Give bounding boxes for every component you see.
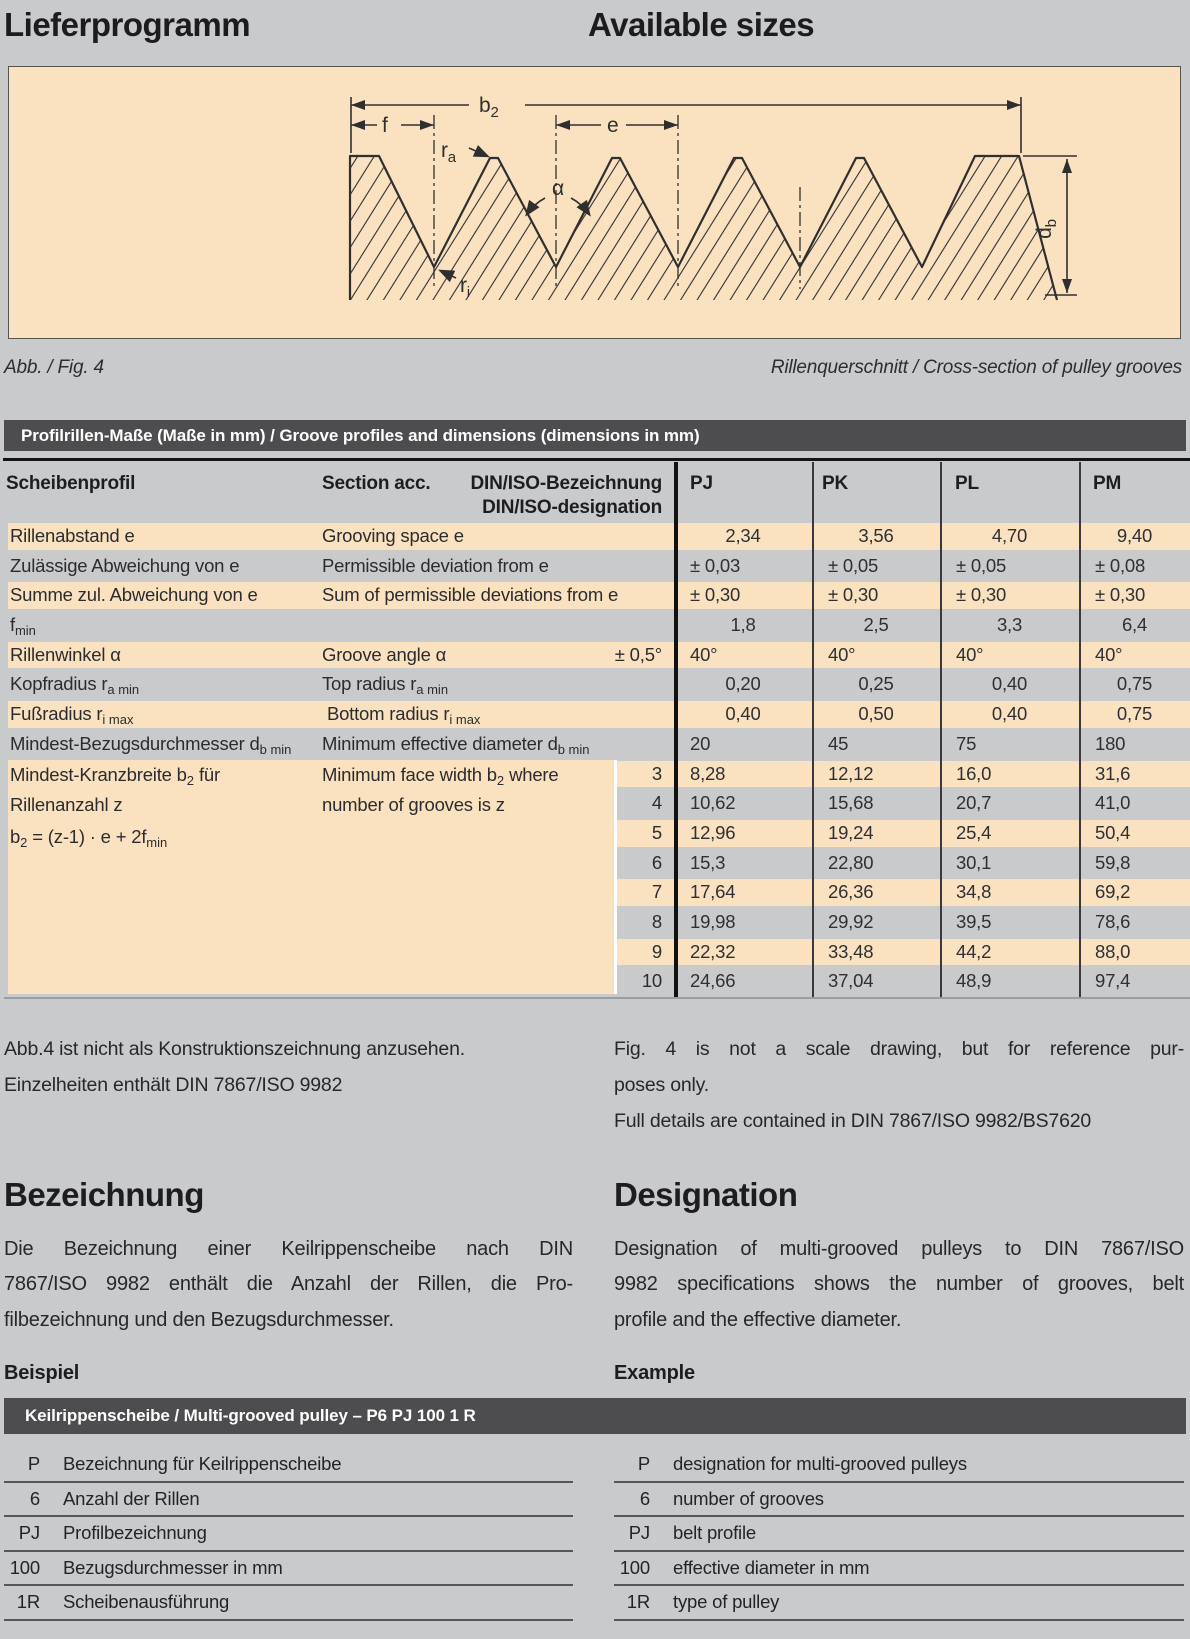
list-item: P designation for multi-grooved pulleys: [614, 1448, 1184, 1483]
example-bar: [4, 1398, 1186, 1434]
table-row: Zulässige Abweichung von e Permissible deviation from e ± 0,03 ± 0,05 ± 0,05 ± 0,08: [10, 554, 1146, 576]
col-header-din-line1: DIN/ISO-Bezeichnung: [470, 473, 662, 494]
table-bottom-rule: [4, 997, 1190, 999]
heading-designation: Designation: [614, 1176, 798, 1213]
heading-bezeichnung: Bezeichnung: [4, 1176, 204, 1213]
col-header-din-line2: DIN/ISO-designation: [482, 497, 662, 518]
lower-section-divider: [614, 760, 617, 994]
heading-beispiel: Beispiel: [4, 1362, 80, 1384]
figure-caption-right: Rillenquerschnitt / Cross-section of pulley grooves: [770, 357, 1182, 378]
example-list-de: [4, 1448, 573, 1621]
z-row: 4 10,62 15,68 20,7 41,0: [651, 792, 1131, 814]
groove-formula-cell: Mindest-Kranzbreite $b_2$ für Minimum face width $b_2$ where Rillenanzahl z number of grooves is z $b_2 = (z-1) \cdot e + 2f_{min}$: [8, 760, 614, 994]
col-header-pl: PL: [955, 473, 979, 494]
z-row: 10 24,66 37,04 48,9 97,4: [641, 970, 1131, 992]
table-row: Kopfradius $r_{a min}$ Top radius $r_{a min}$ 0,20 0,25 0,40 0,75: [10, 673, 1153, 698]
dimension-b2: [351, 97, 1021, 153]
dim-f-label: f: [382, 114, 388, 137]
list-item: P Bezeichnung für Keilrippenscheibe: [4, 1448, 573, 1483]
list-item: 1R type of pulley: [614, 1586, 1184, 1621]
hatching: [350, 156, 1057, 300]
table-title: Profilrillen-Maße (Maße in mm) / Groove profiles and dimensions (dimensions in mm): [21, 426, 700, 445]
z-row: 8 19,98 29,92 39,5 78,6: [651, 910, 1131, 932]
annotation-ra: [441, 139, 487, 166]
table-row: Summe zul. Abweichung von e Sum of permissible deviations from e ± 0,30 ± 0,30 ± 0,30 ± 0,30: [8, 582, 1190, 609]
z-row: 9 22,32 33,48 44,2 88,0: [616, 939, 1190, 966]
cross-section-figure: [9, 67, 1180, 338]
table-top-rule: [3, 458, 1190, 461]
table-row: Mindest-Bezugsdurchmesser $d_{b min}$ Minimum effective diameter $d_{b min}$ 20 45 75 180: [10, 732, 1126, 757]
col-header-pk: PK: [822, 473, 848, 494]
figure-box: [8, 66, 1181, 339]
list-item: PJ Profilbezeichnung: [4, 1517, 573, 1552]
example-list-en: [614, 1448, 1184, 1621]
list-item: 100 effective diameter in mm: [614, 1552, 1184, 1587]
col-header-scheibenprofil: Scheibenprofil: [6, 473, 136, 494]
table-rule-pl: [940, 462, 942, 997]
dim-db-label: $d_b$: [1033, 219, 1060, 239]
paragraph-de: Die Bezeichnung einer Keilrippenscheibe nach DIN 7867/ISO 9982 enthält die Anzahl der Rillen, die Pro- filbezeichnung und den Bezugsdurchmesser.: [4, 1238, 573, 1331]
note-de: Abb.4 ist nicht als Konstruktionszeichnung anzusehen. Einzelheiten enthält DIN 7867/ISO 9982: [4, 1038, 465, 1096]
dim-e-label: e: [607, 114, 619, 137]
note-en: Fig. 4 is not a scale drawing, but for reference pur- poses only. Full details are contained in DIN 7867/ISO 9982/BS7620: [614, 1038, 1184, 1132]
svg-text:ri: $r_i$: [460, 274, 470, 301]
dim-b2-label: $b_2$: [479, 94, 499, 121]
svg-text:ra: $r_a$: [441, 139, 456, 166]
dimension-f: [351, 120, 434, 130]
example-bar-label: Keilrippenscheibe / Multi-grooved pulley – P6 PJ 100 1 R: [25, 1406, 476, 1425]
annotation-alpha: [527, 177, 589, 214]
b2-formula: $b_2 = (z-1) \cdot e + 2f_{min}$: [10, 826, 168, 850]
z-row: 6 15,3 22,80 30,1 59,8: [651, 851, 1131, 873]
figure-caption-left: Abb. / Fig. 4: [4, 357, 104, 378]
col-header-pm: PM: [1093, 473, 1122, 494]
table-title-bar: [4, 420, 1186, 451]
table-rule-thick: [674, 462, 678, 997]
table-row: $f_{min}$ 1,8 2,5 3,3 6,4: [10, 614, 1148, 639]
list-item: 6 Anzahl der Rillen: [4, 1483, 573, 1518]
table-rule-pm: [1079, 462, 1081, 997]
table-row: Rillenwinkel α Groove angle α ± 0,5° 40° 40° 40° 40°: [8, 642, 1190, 669]
heading-example: Example: [614, 1362, 695, 1384]
z-row: 5 12,96 19,24 25,4 50,4: [616, 820, 1190, 847]
svg-text:α: α: [552, 177, 564, 200]
table-row: Fußradius $r_{i max}$ Bottom radius $r_{i max}$ 0,40 0,50 0,40 0,75: [8, 701, 1190, 728]
table-rule-pk: [812, 462, 814, 997]
list-item: 1R Scheibenausführung: [4, 1586, 573, 1621]
z-row: 7 17,64 26,36 34,8 69,2: [616, 879, 1190, 906]
list-item: 6 number of grooves: [614, 1483, 1184, 1518]
list-item: PJ belt profile: [614, 1517, 1184, 1552]
list-item: 100 Bezugsdurchmesser in mm: [4, 1552, 573, 1587]
page-title-de: Lieferprogramm: [4, 6, 251, 43]
col-header-section: Section acc.: [322, 473, 431, 494]
z-row: 3 8,28 12,12 16,0 31,6: [616, 761, 1190, 788]
table-row: Rillenabstand e Grooving space e 2,34 3,56 4,70 9,40: [8, 523, 1190, 550]
col-header-pj: PJ: [690, 473, 713, 494]
paragraph-en: Designation of multi-grooved pulleys to DIN 7867/ISO 9982 specifications shows the number of grooves, belt profile and the effective diameter.: [614, 1238, 1184, 1331]
page-title-en: Available sizes: [588, 6, 815, 43]
